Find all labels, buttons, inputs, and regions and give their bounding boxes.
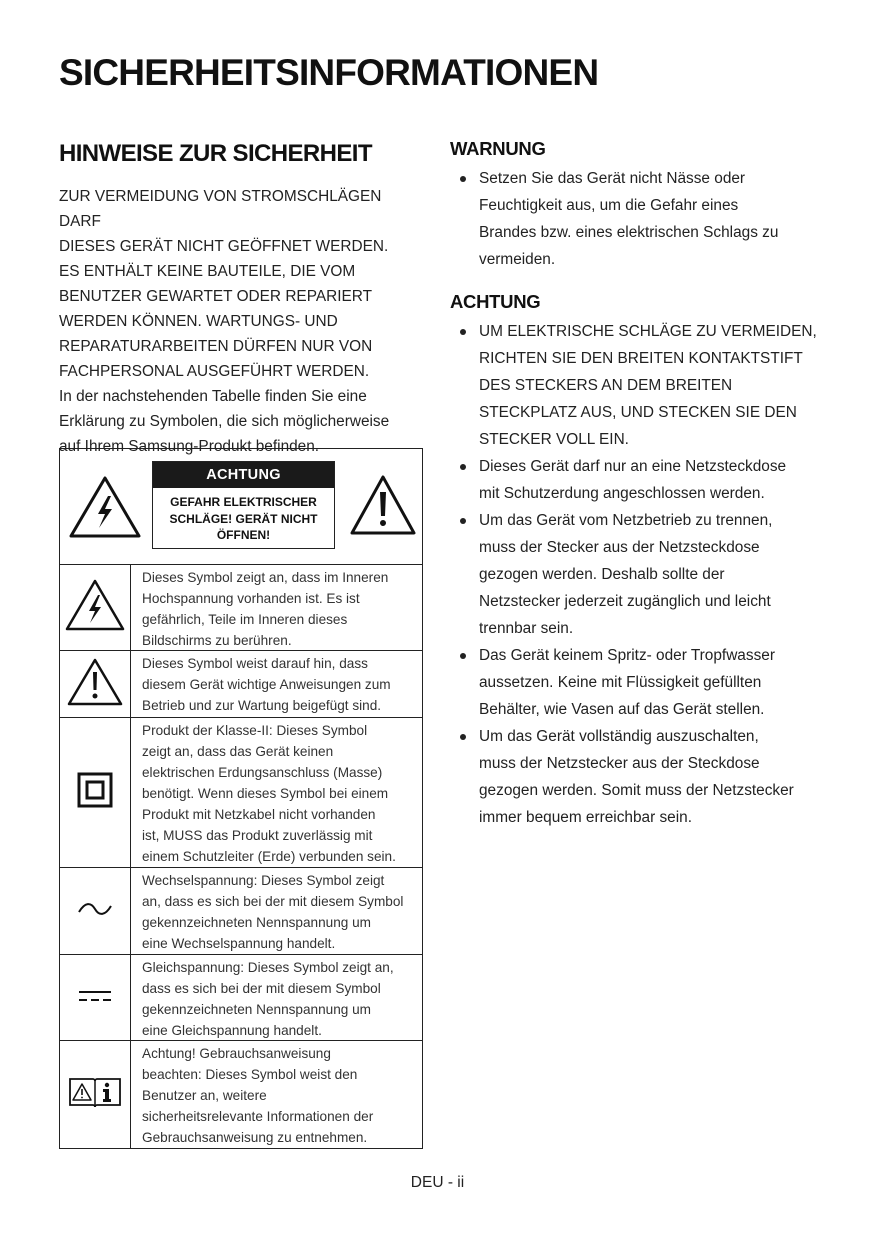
warnung-list (450, 165, 825, 273)
symbol-description: Wechselspannung: Dieses Symbol zeigt an, dass es sich bei der mit diesem Symbol gekennzeichneten Nennspannung um eine Wechselspannung handelt. (142, 873, 404, 951)
caution-title: ACHTUNG (153, 462, 334, 488)
intro-line: ZUR VERMEIDUNG VON STROMSCHLÄGEN DARF (59, 188, 382, 230)
symbol-row (60, 955, 422, 1041)
right-column (450, 138, 825, 831)
intro-line: DIESES GERÄT NICHT GEÖFFNET WERDEN. (59, 238, 389, 255)
symbol-row (60, 718, 422, 868)
symbol-table-header (60, 449, 422, 565)
symbol-row (60, 868, 422, 955)
intro-line: auf Ihrem Samsung-Produkt befinden. (59, 438, 320, 455)
symbol-description: Dieses Symbol weist darauf hin, dass diesem Gerät wichtige Anweisungen zum Betrieb und zur Wartung beigefügt sind. (142, 656, 391, 713)
lightning-triangle-icon (68, 475, 142, 544)
intro-text (59, 184, 425, 459)
intro-line: ES ENTHÄLT KEINE BAUTEILE, DIE VOM (59, 263, 356, 280)
list-item: Dieses Gerät darf nur an eine Netzsteckdose mit Schutzerdung angeschlossen werden. (450, 453, 825, 507)
page-number: DEU - ii (410, 1174, 465, 1191)
caution-label (152, 461, 335, 549)
symbol-description: Achtung! Gebrauchsanweisung beachten: Dieses Symbol weist den Benutzer an, weitere sicherheitsrelevante Informationen der Gebrauchsanweisung zu entnehmen. (142, 1046, 374, 1145)
achtung-title: ACHTUNG (450, 291, 541, 312)
caution-text: GEFAHR ELEKTRISCHER SCHLÄGE! GERÄT NICHT ÖFFNEN! (169, 495, 318, 542)
list-item: Um das Gerät vom Netzbetrieb zu trennen, muss der Stecker aus der Netzsteckdose gezogen werden. Deshalb sollte der Netzstecker jederzeit zugänglich und leicht trennbar sein. (450, 507, 825, 642)
double-square-icon (77, 772, 113, 813)
symbol-description: Gleichspannung: Dieses Symbol zeigt an, dass es sich bei der mit diesem Symbol gekennzeichneten Nennspannung um eine Gleichspannung handelt. (142, 960, 394, 1038)
symbol-description: Dieses Symbol zeigt an, dass im Inneren Hochspannung vorhanden ist. Es ist gefährlich, Teile im Inneren dieses Bildschirms zu berühren. (142, 570, 389, 648)
list-item: UM ELEKTRISCHE SCHLÄGE ZU VERMEIDEN, RICHTEN SIE DEN BREITEN KONTAKTSTIFT DES STECKERS AN DEM BREITEN STECKPLATZ AUS, UND STECKEN SIE DEN STECKER VOLL EIN. (450, 318, 825, 453)
section-title: HINWEISE ZUR SICHERHEIT (59, 140, 372, 167)
warnung-title: WARNUNG (450, 138, 546, 159)
symbol-row (60, 565, 422, 651)
ac-wave-icon (77, 901, 113, 922)
left-column (59, 140, 425, 459)
intro-line: FACHPERSONAL AUSGEFÜHRT WERDEN. (59, 363, 370, 380)
manual-warning-icon (68, 1075, 122, 1114)
symbol-row (60, 1041, 422, 1148)
symbol-row (60, 651, 422, 718)
intro-line: Erklärung zu Symbolen, die sich möglicherweise (59, 413, 390, 430)
achtung-list (450, 318, 825, 831)
list-item: Das Gerät keinem Spritz- oder Tropfwasser aussetzen. Keine mit Flüssigkeit gefüllten Behälter, wie Vasen auf das Gerät stellen. (450, 642, 825, 723)
intro-line: BENUTZER GEWARTET ODER REPARIERT (59, 288, 372, 305)
symbol-table (59, 448, 423, 1149)
intro-line: WERDEN KÖNNEN. WARTUNGS- UND (59, 313, 338, 330)
list-item: Setzen Sie das Gerät nicht Nässe oder Feuchtigkeit aus, um die Gefahr eines Brandes bzw. eines elektrischen Schlags zu vermeiden. (450, 165, 825, 273)
exclamation-triangle-icon (349, 474, 417, 541)
symbol-description: Produkt der Klasse-II: Dieses Symbol zeigt an, dass das Gerät keinen elektrischen Erdungsanschluss (Masse) benötigt. Wenn dieses Symbol bei einem Produkt mit Netzkabel nicht vorhanden ist, MUSS das Produkt zuverlässig mit einem Schutzleiter (Erde) verbunden sein. (142, 723, 396, 864)
list-item: Um das Gerät vollständig auszuschalten, muss der Netzstecker aus der Steckdose gezogen werden. Somit muss der Netzstecker immer bequem erreichbar sein. (450, 723, 825, 831)
exclamation-triangle-icon (66, 657, 124, 712)
intro-line: REPARATURARBEITEN DÜRFEN NUR VON (59, 338, 373, 355)
page-title: SICHERHEITSINFORMATIONEN (59, 52, 599, 93)
intro-line: In der nachstehenden Tabelle finden Sie eine (59, 388, 367, 405)
dc-voltage-icon (78, 989, 112, 1007)
lightning-triangle-icon (64, 578, 126, 637)
